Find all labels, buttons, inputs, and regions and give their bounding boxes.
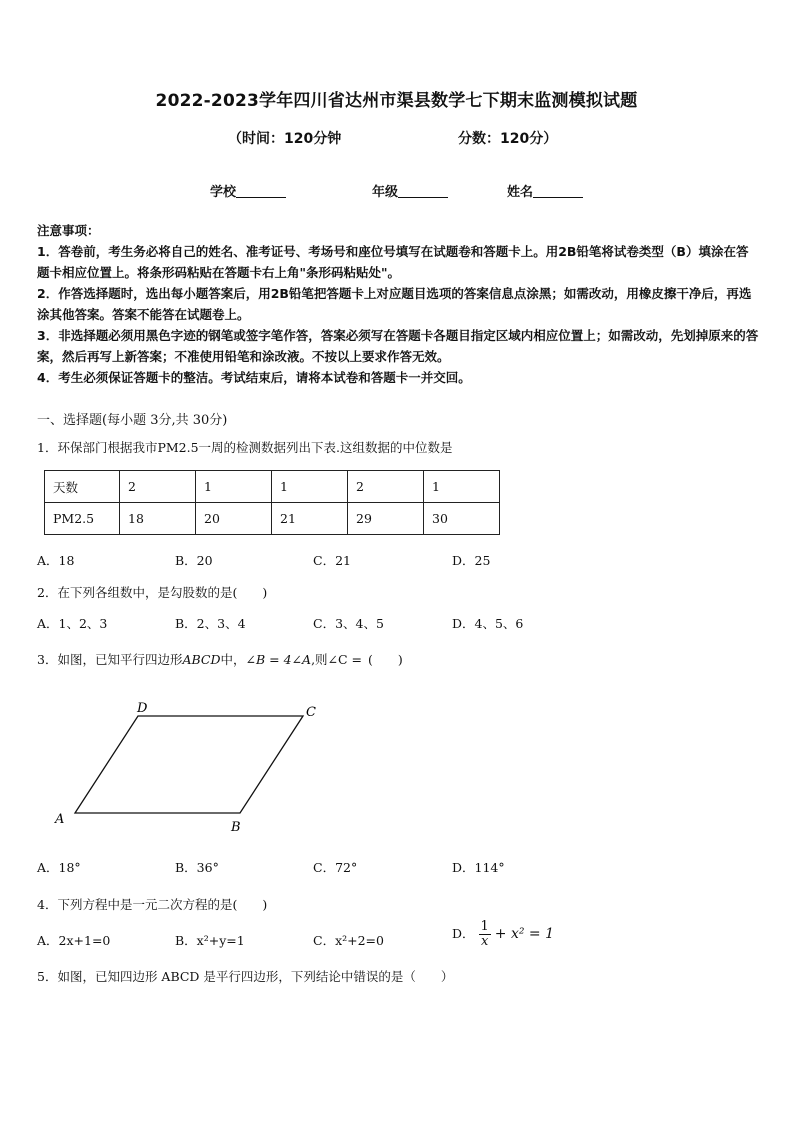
vertex-label-c: C	[306, 705, 316, 720]
q4-option-b: B．x²+y=1	[175, 933, 245, 948]
pm25-table	[44, 470, 500, 535]
exam-score: 分数：120分）	[458, 131, 558, 147]
question-1-stem: 1．环保部门根据我市PM2.5一周的检测数据列出下表.这组数据的中位数是	[37, 440, 453, 455]
table-row	[45, 471, 500, 503]
q4-option-c: C．x²+2=0	[313, 933, 384, 948]
table-cell: 18	[120, 503, 196, 535]
notice-item: 1．答卷前，考生务必将自己的姓名、准考证号、考场号和座位号填写在试题卷和答题卡上。用2B铅笔将试卷类型（B）填涂在答题卡相应位置上。将条形码粘贴在答题卡右上角"条形码粘贴处"。	[37, 244, 749, 280]
q1-option-a: A．18	[37, 553, 75, 568]
q3-stem-e: ,则∠C =	[311, 652, 363, 667]
q3-option-d: D．114°	[452, 860, 505, 875]
table-cell: 2	[348, 471, 424, 503]
q4-option-d-rest: + x² = 1	[494, 926, 555, 942]
q3-option-c: C．72°	[313, 860, 358, 875]
exam-time: （时间：120分钟	[228, 131, 342, 147]
table-cell: 1	[424, 471, 500, 503]
q1-option-c: C．21	[313, 553, 351, 568]
q4-option-d-prefix: D．	[452, 926, 475, 941]
table-cell: 1	[196, 471, 272, 503]
table-cell: 20	[196, 503, 272, 535]
page-title: 2022-2023学年四川省达州市渠县数学七下期末监测模拟试题	[155, 91, 638, 111]
grade-label: 年级	[372, 185, 399, 200]
fraction-denominator: x	[480, 934, 489, 949]
vertex-label-a: A	[55, 812, 65, 827]
question-5-stem: 5．如图，已知四边形 ABCD 是平行四边形，下列结论中错误的是（ ）	[37, 969, 454, 984]
q4-option-d	[452, 920, 554, 949]
q3-stem-c: 中，	[220, 652, 246, 667]
q3-option-a: A．18°	[37, 860, 81, 875]
table-cell: 1	[272, 471, 348, 503]
section-title: 一、选择题(每小题 3分,共 30分)	[37, 413, 228, 428]
grade-blank	[398, 183, 448, 198]
parallelogram-shape	[75, 716, 303, 813]
question-4-stem: 4．下列方程中是一元二次方程的是( )	[37, 897, 268, 912]
q2-option-a: A．1、2、3	[37, 616, 108, 631]
school-blank	[236, 183, 286, 198]
parallelogram-figure	[40, 690, 330, 835]
q1-option-d: D．25	[452, 553, 491, 568]
q4-fraction	[479, 920, 491, 949]
q3-option-b: B．36°	[175, 860, 219, 875]
table-cell: 30	[424, 503, 500, 535]
table-cell: 2	[120, 471, 196, 503]
notice-heading: 注意事项：	[37, 223, 100, 238]
q3-stem-f: ( )	[368, 652, 403, 667]
vertex-label-b: B	[231, 820, 241, 835]
q3-stem-a: 3．如图，已知平行四边形	[37, 652, 183, 667]
notice-item: 2．作答选择题时，选出每小题答案后，用2B铅笔把答题卡上对应题目选项的答案信息点涂黑；如需改动，用橡皮擦干净后，再选涂其他答案。答案不能答在试题卷上。	[37, 286, 752, 322]
name-blank	[533, 183, 583, 198]
notice-block	[37, 220, 759, 388]
q1-option-b: B．20	[175, 553, 213, 568]
question-2-stem: 2．在下列各组数中，是勾股数的是( )	[37, 585, 268, 600]
school-field	[210, 181, 286, 200]
notice-item: 3．非选择题必须用黑色字迹的钢笔或签字笔作答，答案必须写在答题卡各题目指定区域内相应位置上；如需改动，先划掉原来的答案，然后再写上新答案；不准使用铅笔和涂改液。不按以上要求作答无效。	[37, 328, 759, 364]
notice-item: 4．考生必须保证答题卡的整洁。考试结束后，请将本试卷和答题卡一并交回。	[37, 370, 471, 385]
q2-option-d: D．4、5、6	[452, 616, 524, 631]
name-field	[507, 181, 583, 200]
question-3-stem	[37, 650, 403, 668]
table-cell: 29	[348, 503, 424, 535]
table-row	[45, 503, 500, 535]
table-cell: 21	[272, 503, 348, 535]
table-cell: 天数	[45, 471, 120, 503]
q2-option-c: C．3、4、5	[313, 616, 384, 631]
q2-option-b: B．2、3、4	[175, 616, 246, 631]
fraction-numerator: 1	[480, 919, 489, 934]
school-label: 学校	[210, 185, 237, 200]
table-cell: PM2.5	[45, 503, 120, 535]
grade-field	[372, 181, 448, 200]
q4-option-a: A．2x+1=0	[37, 933, 111, 948]
name-label: 姓名	[507, 185, 534, 200]
q3-angle-condition: ∠B = 4∠A	[245, 652, 312, 667]
vertex-label-d: D	[137, 701, 148, 716]
q3-stem-abcd: ABCD	[182, 652, 221, 667]
